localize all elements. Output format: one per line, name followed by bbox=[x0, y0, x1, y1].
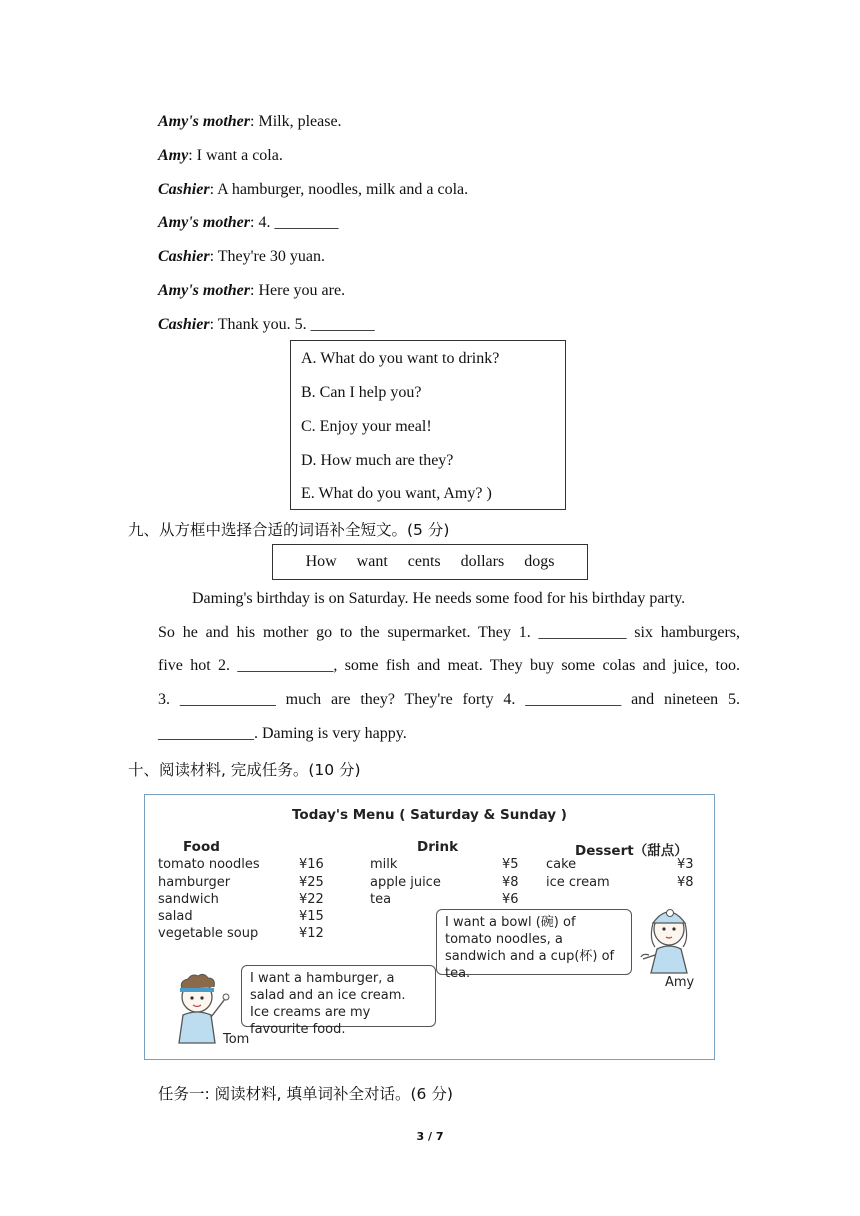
menu-title: Today's Menu ( Saturday & Sunday ) bbox=[292, 807, 567, 823]
speaker: Cashier bbox=[158, 316, 210, 333]
drink-item: milk bbox=[370, 857, 398, 872]
option-d: D. How much are they? bbox=[301, 452, 454, 469]
food-item: hamburger bbox=[158, 875, 231, 890]
speaker: Cashier bbox=[158, 248, 210, 265]
food-item: salad bbox=[158, 909, 193, 924]
option-b: B. Can I help you? bbox=[301, 384, 422, 401]
tom-name: Tom bbox=[223, 1032, 250, 1047]
word-bank-item: cents bbox=[407, 553, 441, 570]
food-price: ¥25 bbox=[299, 875, 324, 890]
amy-speech-bubble: I want a bowl (碗) of tomato noodles, a sandwich and a cup(杯) of tea. bbox=[436, 909, 632, 975]
tom-speech-bubble: I want a hamburger, a salad and an ice cream. Ice creams are my favourite food. bbox=[241, 965, 436, 1027]
speaker: Amy's mother bbox=[158, 282, 251, 299]
speaker: Amy's mother bbox=[158, 113, 251, 130]
page-number: 3 / 7 bbox=[416, 1130, 444, 1143]
dialogue-line bbox=[158, 315, 375, 335]
drink-price: ¥5 bbox=[502, 857, 519, 872]
utterance: : Milk, please. bbox=[250, 113, 342, 130]
drink-price: ¥8 bbox=[502, 875, 519, 890]
option-a: A. What do you want to drink? bbox=[301, 350, 500, 367]
passage-line: So he and his mother go to the supermarket. They 1. ___________ six hamburgers, bbox=[158, 624, 740, 641]
food-price: ¥16 bbox=[299, 857, 324, 872]
word-bank-item: dogs bbox=[524, 553, 555, 570]
word-bank bbox=[272, 544, 588, 580]
section-9-heading: 九、从方框中选择合适的词语补全短文。(5 分) bbox=[128, 521, 450, 539]
options-box bbox=[290, 340, 566, 510]
passage-line: five hot 2. ____________, some fish and meat. They buy some colas and juice, too. bbox=[158, 657, 740, 674]
speaker: Amy bbox=[158, 147, 189, 164]
food-price: ¥15 bbox=[299, 909, 324, 924]
passage-line: Daming's birthday is on Saturday. He needs some food for his birthday party. bbox=[192, 590, 686, 607]
dessert-price: ¥3 bbox=[677, 857, 694, 872]
option-e: E. What do you want, Amy? ) bbox=[301, 485, 492, 502]
dessert-price: ¥8 bbox=[677, 875, 694, 890]
passage-line: 3. ____________ much are they? They're forty 4. ____________ and nineteen 5. bbox=[158, 691, 740, 708]
utterance: : Here you are. bbox=[250, 282, 346, 299]
food-item: vegetable soup bbox=[158, 926, 259, 941]
word-bank-item: How bbox=[305, 553, 337, 570]
dialogue-line bbox=[158, 146, 283, 166]
utterance: : A hamburger, noodles, milk and a cola. bbox=[209, 181, 469, 198]
dialogue-line bbox=[158, 180, 468, 200]
speaker: Cashier bbox=[158, 181, 210, 198]
food-item: tomato noodles bbox=[158, 857, 260, 872]
drink-heading: Drink bbox=[417, 839, 459, 855]
food-item: sandwich bbox=[158, 892, 219, 907]
dessert-item: ice cream bbox=[546, 875, 610, 890]
drink-item: apple juice bbox=[370, 875, 441, 890]
task-1-heading: 任务一: 阅读材料, 填单词补全对话。(6 分) bbox=[158, 1085, 453, 1103]
utterance: : 4. ________ bbox=[250, 214, 339, 231]
word-bank-item: dollars bbox=[460, 553, 505, 570]
food-heading: Food bbox=[183, 839, 220, 855]
utterance: : They're 30 yuan. bbox=[209, 248, 326, 265]
menu-illustration bbox=[144, 794, 715, 1060]
utterance: : I want a cola. bbox=[188, 147, 283, 164]
word-bank-item: want bbox=[356, 553, 388, 570]
dessert-item: cake bbox=[546, 857, 577, 872]
passage-line: ____________. Daming is very happy. bbox=[158, 725, 407, 742]
dialogue-line bbox=[158, 281, 345, 301]
dialogue-line bbox=[158, 112, 342, 132]
food-price: ¥12 bbox=[299, 926, 324, 941]
drink-item: tea bbox=[370, 892, 392, 907]
amy-illustration bbox=[639, 899, 701, 975]
food-price: ¥22 bbox=[299, 892, 324, 907]
amy-name: Amy bbox=[665, 975, 695, 990]
speaker: Amy's mother bbox=[158, 214, 251, 231]
dialogue-line bbox=[158, 247, 325, 267]
dessert-heading: Dessert（甜点） bbox=[575, 843, 688, 859]
section-10-heading: 十、阅读材料, 完成任务。(10 分) bbox=[128, 761, 361, 779]
utterance: : Thank you. 5. ________ bbox=[209, 316, 375, 333]
dialogue-line bbox=[158, 213, 338, 233]
drink-price: ¥6 bbox=[502, 892, 519, 907]
option-c: C. Enjoy your meal! bbox=[301, 418, 432, 435]
